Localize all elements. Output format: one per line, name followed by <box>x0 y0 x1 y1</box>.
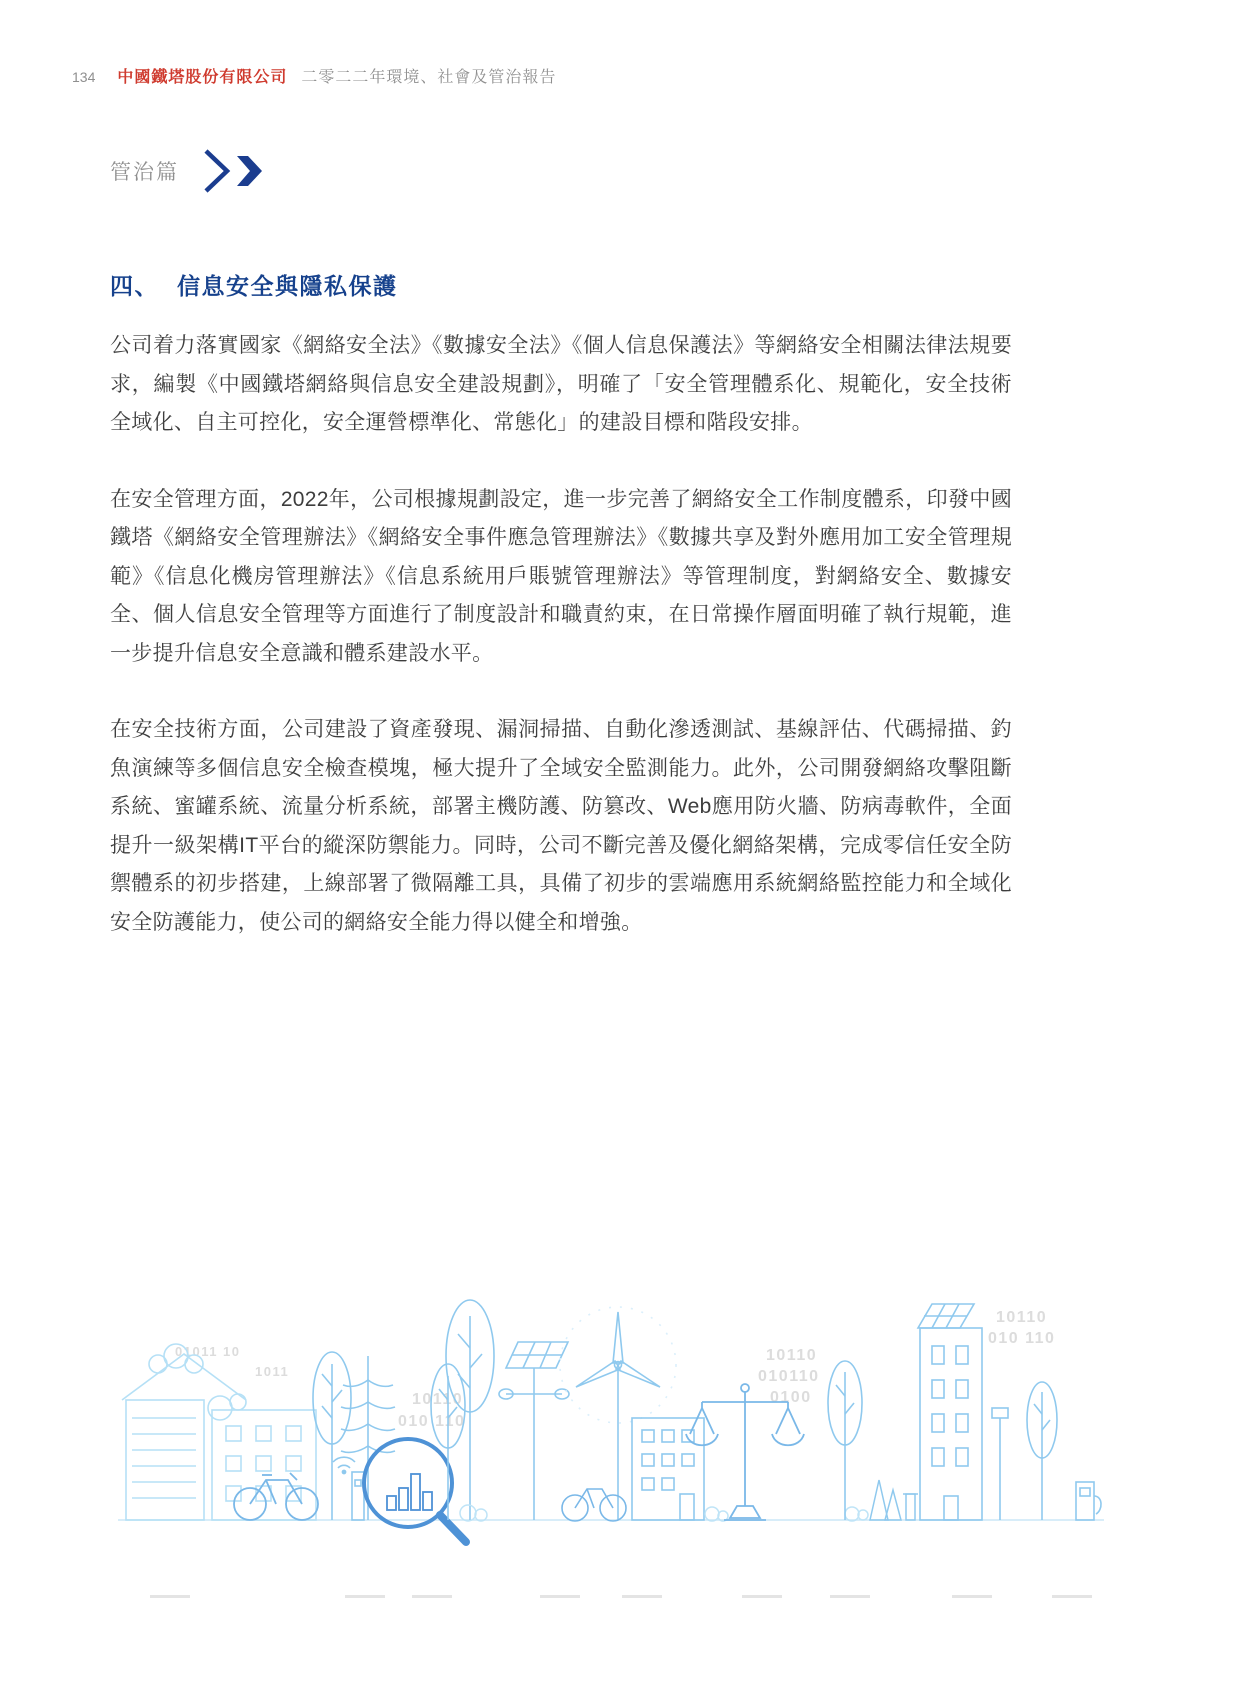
section-label: 管治篇 <box>110 161 179 184</box>
svg-text:10110: 10110 <box>412 1391 464 1408</box>
section-label-row <box>110 148 273 194</box>
report-title: 二零二二年環境、社會及管治報告 <box>301 69 557 86</box>
svg-text:010110: 010110 <box>758 1368 820 1385</box>
footer-illustration <box>0 1268 1240 1568</box>
ev-charger-icon <box>1076 1482 1101 1520</box>
tall-trees-icon <box>431 1300 494 1520</box>
company-name: 中國鐵塔股份有限公司 <box>117 69 288 86</box>
paragraph-3: 在安全技術方面，公司建設了資產發現、漏洞掃描、自動化滲透測試、基線評估、代碼掃描、釣魚演練等多個信息安全檢查模塊，極大提升了全域安全監測能力。此外，公司開發網絡攻擊阻斷系統、蜜罐系統、流量分析系統，部署主機防護、防篡改、Web應用防火牆、防病毒軟件，全面提升一級架構IT平台的縱深防禦能力。同時，公司不斷完善及優化網絡架構，完成零信任安全防禦體系的初步搭建，上線部署了微隔離工具，具備了初步的雲端應用系統網絡監控能力和全域化安全防護能力，使公司的網絡安全能力得以健全和增強。 <box>110 718 1012 934</box>
svg-text:1011: 1011 <box>255 1364 290 1379</box>
heading-number: 四、 <box>110 273 159 299</box>
street-lamp-icon <box>992 1408 1008 1520</box>
svg-text:01011 10: 01011 10 <box>175 1344 241 1359</box>
solar-lamp-icon <box>499 1342 569 1520</box>
double-chevron-right-icon <box>201 148 273 194</box>
paragraph-2: 在安全管理方面，2022年，公司根據規劃設定，進一步完善了網絡安全工作制度體系，印發中國鐵塔《網絡安全管理辦法》《網絡安全事件應急管理辦法》《數據共享及對外應用加工安全管理規範》《信息化機房管理辦法》《信息系統用戶賬號管理辦法》等管理制度，對網絡安全、數據安全、個人信息安全管理等方面進行了制度設計和職責約束，在日常操作層面明確了執行規範，進一步提升信息安全意識和體系建設水平。 <box>110 487 1012 665</box>
house-illustration <box>122 1344 246 1520</box>
svg-text:010 110: 010 110 <box>398 1413 466 1430</box>
page-number: 134 <box>72 69 96 85</box>
tree-icon <box>313 1352 351 1520</box>
svg-text:10110: 10110 <box>996 1309 1048 1326</box>
svg-text:10110: 10110 <box>766 1347 818 1364</box>
building-tall-illustration <box>918 1304 982 1520</box>
small-pines-icon <box>870 1480 918 1520</box>
building-mid-illustration <box>632 1418 704 1520</box>
wifi-pole-icon <box>333 1457 364 1520</box>
svg-text:010 110: 010 110 <box>988 1330 1056 1347</box>
binary-text-3 <box>758 1347 820 1406</box>
magnifier-chart-icon <box>364 1439 466 1542</box>
tree-mid-right-icon <box>828 1361 862 1520</box>
article-heading <box>110 268 1012 301</box>
paragraph-1: 公司着力落實國家《網絡安全法》《數據安全法》《個人信息保護法》等網絡安全相關法律法規要求，編製《中國鐵塔網絡與信息安全建設規劃》，明確了「安全管理體系化、規範化，安全技術全域化、自主可控化，安全運營標準化、常態化」的建設目標和階段安排。 <box>110 334 1012 434</box>
bush-icons <box>460 1505 868 1521</box>
heading-title: 信息安全與隱私保護 <box>177 273 398 299</box>
tree-far-right-icon <box>1027 1382 1057 1520</box>
article <box>110 268 1012 957</box>
page-header <box>72 64 556 87</box>
binary-text-1 <box>175 1344 289 1379</box>
binary-text-4 <box>988 1309 1055 1347</box>
svg-text:0100: 0100 <box>770 1389 812 1406</box>
wind-turbine-icon <box>560 1307 676 1520</box>
bicycle-2-icon <box>562 1489 626 1521</box>
bottom-dash-marks <box>0 1595 1240 1599</box>
bicycle-icon <box>234 1473 318 1520</box>
